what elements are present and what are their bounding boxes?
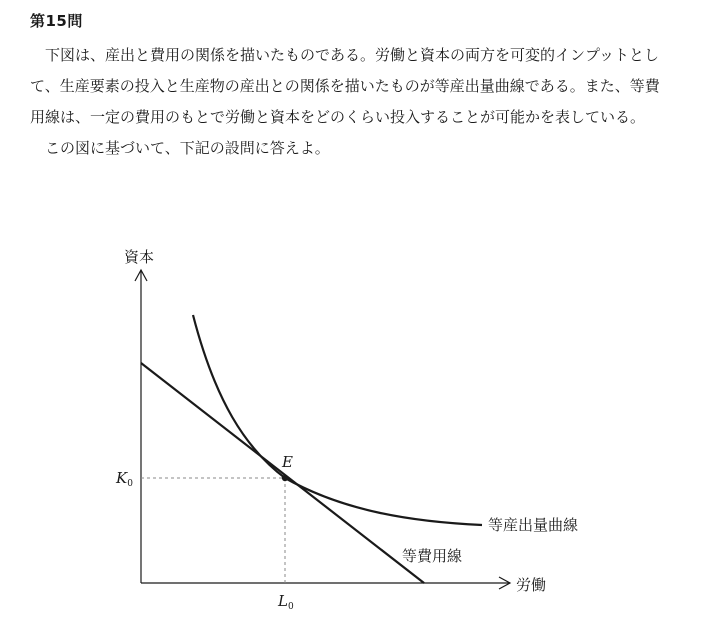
question-number: 第15問 <box>30 12 83 30</box>
question-paragraph-1: 下図は、産出と費用の関係を描いたものである。労働と資本の両方を可変的インプットとして、生産要素の投入と生産物の産出との関係を描いたものが等産出量曲線である。また、等費用線は、一定の費用のもとで労働と資本をどのくらい投入することが可能かを表している。 <box>30 46 660 126</box>
l0-label-sub: 0 <box>287 602 294 612</box>
question-paragraph-2: この図に基づいて、下記の設問に答えよ。 <box>45 139 330 157</box>
isoquant-curve <box>193 315 482 525</box>
y-axis-label: 資本 <box>124 248 155 266</box>
tangency-point-e <box>282 475 288 481</box>
l0-label <box>277 592 294 612</box>
k0-label-sub: 0 <box>127 479 133 489</box>
isocost-label: 等費用線 <box>402 547 463 565</box>
isocost-line <box>141 363 424 583</box>
l0-label-main: L <box>278 592 288 610</box>
k0-label-main: K <box>116 469 128 487</box>
x-axis-label: 労働 <box>516 576 547 594</box>
k0-label <box>115 469 133 489</box>
isoquant-label: 等産出量曲線 <box>488 516 579 534</box>
point-e-label: E <box>282 453 293 471</box>
